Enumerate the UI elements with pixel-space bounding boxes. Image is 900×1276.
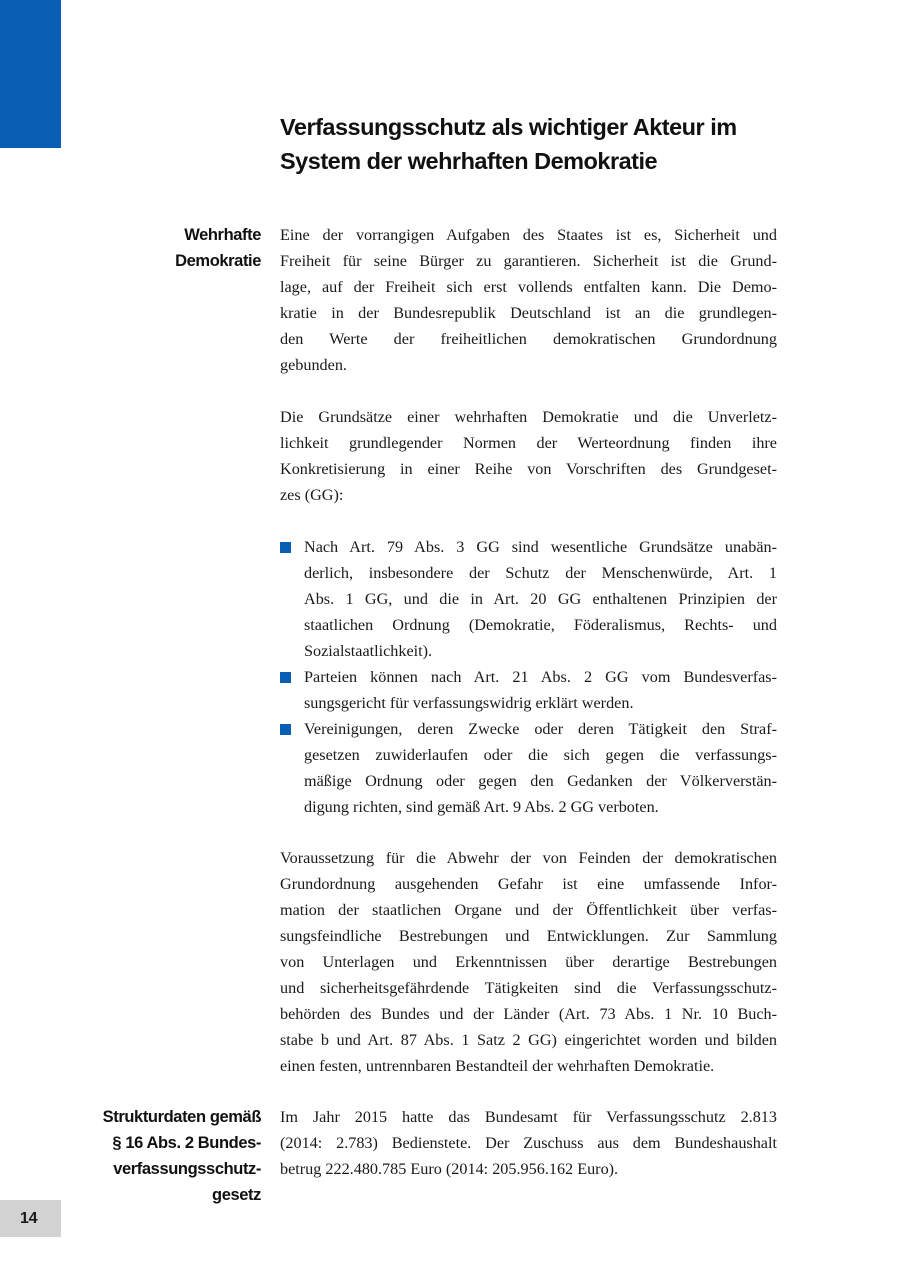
text-line: Parteien können nach Art. 21 Abs. 2 GG vom Bundesverfas- [304,668,777,686]
text-line: sungsfeindliche Bestrebungen und Entwicklungen. Zur Sammlung [280,927,777,945]
page-number: 14 [0,1200,61,1237]
bullet-square-icon [280,542,291,553]
text-line: (2014: 2.783) Bedienstete. Der Zuschuss aus dem Bundeshaushalt [280,1134,777,1152]
paragraph [280,404,777,508]
text-line: mation der staatlichen Organe und der Öffentlichkeit über verfas- [280,901,777,919]
text-line: Im Jahr 2015 hatte das Bundesamt für Verfassungsschutz 2.813 [280,1108,777,1126]
text-line: derlich, insbesondere der Schutz der Menschenwürde, Art. 1 [304,564,777,582]
text-line: Voraussetzung für die Abwehr der von Feinden der demokratischen [280,849,777,867]
text-line: behörden des Bundes und der Länder (Art. 73 Abs. 1 Nr. 10 Buch- [280,1005,777,1023]
bullet-item [280,664,777,716]
bullet-square-icon [280,672,291,683]
text-line: gebunden. [280,356,347,374]
side-label-line: Demokratie [175,252,261,270]
text-line: Eine der vorrangigen Aufgaben des Staates ist es, Sicherheit und [280,226,777,244]
bullet-list [280,534,777,820]
side-label-line: § 16 Abs. 2 Bundes- [112,1134,261,1152]
bullet-item [280,534,777,664]
side-label-line: Wehrhafte [184,226,261,244]
text-line: mäßige Ordnung oder gegen den Gedanken der Völkerverstän- [304,772,777,790]
text-line: von Unterlagen und Erkenntnissen über derartige Bestrebungen [280,953,777,971]
text-line: Sozialstaatlichkeit). [304,642,433,660]
text-line: gesetzen zuwiderlaufen oder die sich gegen die verfassungs- [304,746,777,764]
text-line: sungsgericht für verfassungswidrig erklärt werden. [304,694,634,712]
side-label-wehrhafte-demokratie [175,222,261,274]
text-line: zes (GG): [280,486,344,504]
title-line: Verfassungsschutz als wichtiger Akteur im [280,114,737,140]
page-title [280,110,800,178]
text-line: Vereinigungen, deren Zwecke oder deren Tätigkeit den Straf- [304,720,777,738]
chapter-color-tab [0,0,61,148]
text-line: Nach Art. 79 Abs. 3 GG sind wesentliche Grundsätze unabän- [304,538,777,556]
text-line: betrug 222.480.785 Euro (2014: 205.956.162 Euro). [280,1160,619,1178]
text-line: den Werte der freiheitlichen demokratischen Grundordnung [280,330,777,348]
text-line: kratie in der Bundesrepublik Deutschland ist an die grundlegen- [280,304,777,322]
text-line: einen festen, untrennbaren Bestandteil der wehrhaften Demokratie. [280,1057,715,1075]
text-line: Freiheit für seine Bürger zu garantieren. Sicherheit ist die Grund- [280,252,777,270]
side-label-strukturdaten [103,1104,261,1208]
text-line: Die Grundsätze einer wehrhaften Demokratie und die Unverletz- [280,408,777,426]
side-label-line: gesetz [212,1186,261,1204]
text-line: digung richten, sind gemäß Art. 9 Abs. 2 GG verboten. [304,798,659,816]
paragraph [280,1104,777,1182]
bullet-square-icon [280,724,291,735]
paragraph [280,845,777,1079]
text-line: Grundordnung ausgehenden Gefahr ist eine umfassende Infor- [280,875,777,893]
text-line: und sicherheitsgefährdende Tätigkeiten sind die Verfassungsschutz- [280,979,777,997]
side-label-line: verfassungsschutz- [113,1160,261,1178]
bullet-item [280,716,777,820]
title-line: System der wehrhaften Demokratie [280,148,658,174]
text-line: Konkretisierung in einer Reihe von Vorschriften des Grundgeset- [280,460,777,478]
text-line: stabe b und Art. 87 Abs. 1 Satz 2 GG) eingerichtet worden und bilden [280,1031,777,1049]
text-line: staatlichen Ordnung (Demokratie, Föderalismus, Rechts- und [304,616,777,634]
text-line: lage, auf der Freiheit sich erst vollends entfalten kann. Die Demo- [280,278,777,296]
side-label-line: Strukturdaten gemäß [102,1108,261,1126]
paragraph [280,222,777,378]
text-line: Abs. 1 GG, und die in Art. 20 GG enthaltenen Prinzipien der [304,590,777,608]
text-line: lichkeit grundlegender Normen der Werteordnung finden ihre [280,434,777,452]
